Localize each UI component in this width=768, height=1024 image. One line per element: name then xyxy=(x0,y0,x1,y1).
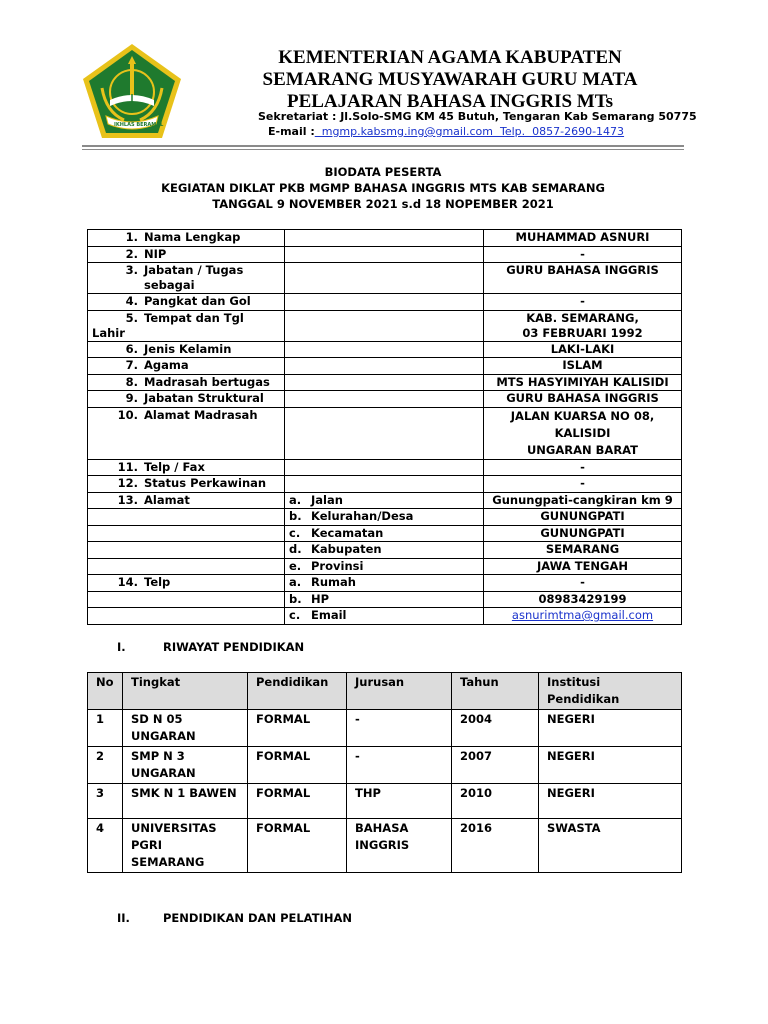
table-row xyxy=(88,819,682,873)
field-value: - xyxy=(484,294,682,311)
table-row xyxy=(88,525,682,542)
sub-letter: b. xyxy=(289,509,302,523)
table-cell: FORMAL xyxy=(248,710,347,747)
row-number: 5. xyxy=(125,310,138,325)
table-cell: 4 xyxy=(88,819,123,873)
sub-letter: a. xyxy=(289,575,302,589)
sub-label: Email xyxy=(311,608,347,622)
field-value: ISLAM xyxy=(484,358,682,375)
field-value: GUNUNGPATI xyxy=(484,509,682,526)
row-number: 4. xyxy=(125,294,138,308)
field-label: Jabatan Struktural xyxy=(144,391,264,405)
table-row xyxy=(88,509,682,526)
table-cell: SMP N 3 UNGARAN xyxy=(123,747,248,784)
table-cell: THP xyxy=(347,784,452,819)
field-value: SEMARANG xyxy=(484,542,682,559)
column-header: Jurusan xyxy=(347,673,452,710)
field-label: Pangkat dan Gol xyxy=(144,294,251,308)
sub-letter: b. xyxy=(289,591,302,606)
field-value: JALAN KUARSA NO 08, KALISIDI UNGARAN BARAT xyxy=(484,407,682,459)
section-heading-training xyxy=(117,911,437,927)
document-subtitle-event: KEGIATAN DIKLAT PKB MGMP BAHASA INGGRIS MTS KAB SEMARANG xyxy=(161,181,605,195)
row-number: 9. xyxy=(125,391,138,405)
table-cell: FORMAL xyxy=(248,819,347,873)
table-cell: SMK N 1 BAWEN xyxy=(123,784,248,819)
field-label: Jenis Kelamin xyxy=(144,341,232,356)
section-number: I. xyxy=(117,640,126,654)
field-label: Jabatan / Tugas sebagai xyxy=(144,263,244,292)
table-row xyxy=(88,558,682,575)
field-label: Status Perkawinan xyxy=(144,476,267,490)
field-value: - xyxy=(484,476,682,493)
field-value: - xyxy=(484,459,682,476)
org-name-line1: KEMENTERIAN AGAMA KABUPATEN xyxy=(278,47,622,68)
sub-label: Kelurahan/Desa xyxy=(311,509,414,523)
field-label: Telp / Fax xyxy=(144,459,205,474)
field-value: MTS HASYIMIYAH KALISIDI xyxy=(484,374,682,391)
table-row xyxy=(88,358,682,375)
table-cell: 2 xyxy=(88,747,123,784)
sub-label: Provinsi xyxy=(311,558,364,573)
table-row xyxy=(88,459,682,476)
participant-email-link[interactable]: asnurimtma@gmail.com xyxy=(511,608,654,622)
column-header: Tahun xyxy=(452,673,539,710)
row-number: 10. xyxy=(117,407,138,422)
table-row xyxy=(88,608,682,625)
table-row xyxy=(88,263,682,294)
table-cell: 3 xyxy=(88,784,123,819)
table-cell: UNIVERSITAS PGRI SEMARANG xyxy=(123,819,248,873)
row-number: 8. xyxy=(125,374,138,389)
table-row xyxy=(88,492,682,509)
org-name-line2: SEMARANG MUSYAWARAH GURU MATA xyxy=(262,69,638,90)
field-label: Alamat xyxy=(144,492,190,507)
field-label: Agama xyxy=(144,358,189,372)
sub-letter: e. xyxy=(289,558,302,573)
field-label: Alamat Madrasah xyxy=(144,407,258,422)
table-cell: NEGERI xyxy=(539,710,682,747)
org-name-line3: PELAJARAN BAHASA INGGRIS MTs xyxy=(286,91,614,112)
table-row xyxy=(88,246,682,263)
section-title: RIWAYAT PENDIDIKAN xyxy=(163,640,305,654)
sub-label: Jalan xyxy=(311,492,343,507)
row-number: 2. xyxy=(125,246,138,261)
field-value: KAB. SEMARANG, 03 FEBRUARI 1992 xyxy=(484,310,682,341)
table-row xyxy=(88,542,682,559)
table-cell: - xyxy=(347,710,452,747)
field-value: 08983429199 xyxy=(484,591,682,608)
field-value: MUHAMMAD ASNURI xyxy=(484,230,682,247)
row-number: 6. xyxy=(125,341,138,356)
sub-letter: c. xyxy=(289,525,301,540)
sub-label: HP xyxy=(311,591,330,606)
table-row xyxy=(88,476,682,493)
sub-letter: a. xyxy=(289,492,302,507)
table-cell: SD N 05 UNGARAN xyxy=(123,710,248,747)
table-row xyxy=(88,407,682,459)
field-value: GUNUNGPATI xyxy=(484,525,682,542)
email-label: E-mail : xyxy=(268,125,315,138)
field-label: Telp xyxy=(144,575,171,589)
email-phone-link[interactable]: mgmp.kabsmg.ing@gmail.com Telp. 0857-2690-1473 xyxy=(314,125,625,138)
table-row xyxy=(88,575,682,592)
document-title: BIODATA PESERTA xyxy=(324,165,442,179)
row-number: 11. xyxy=(117,459,138,474)
table-row xyxy=(88,591,682,608)
field-label: Madrasah bertugas xyxy=(144,374,270,389)
contact-line xyxy=(268,125,624,138)
table-cell: - xyxy=(347,747,452,784)
table-row xyxy=(88,784,682,819)
biodata-table xyxy=(87,229,682,625)
sub-letter: d. xyxy=(289,542,302,556)
field-value: GURU BAHASA INGGRIS xyxy=(484,263,682,294)
sub-label: Kabupaten xyxy=(311,542,382,556)
document-subtitle-date: TANGGAL 9 NOVEMBER 2021 s.d 18 NOPEMBER 2021 xyxy=(212,197,554,211)
row-number: 12. xyxy=(117,476,138,490)
header-divider-thick xyxy=(82,145,684,147)
table-row xyxy=(88,341,682,358)
sub-label: Kecamatan xyxy=(311,525,384,540)
kemenag-logo xyxy=(80,42,184,142)
table-header-row xyxy=(88,673,682,710)
row-number: 1. xyxy=(125,230,138,244)
table-cell: 2016 xyxy=(452,819,539,873)
field-value: LAKI-LAKI xyxy=(484,341,682,358)
column-header: Institusi Pendidikan xyxy=(539,673,682,710)
row-number: 7. xyxy=(125,358,138,372)
section-title: PENDIDIKAN DAN PELATIHAN xyxy=(163,911,352,925)
table-cell: 2004 xyxy=(452,710,539,747)
row-number: 3. xyxy=(125,263,138,277)
table-cell: NEGERI xyxy=(539,784,682,819)
table-row xyxy=(88,747,682,784)
education-history-table xyxy=(87,672,682,873)
table-row xyxy=(88,294,682,311)
field-label: NIP xyxy=(144,246,167,261)
table-row xyxy=(88,391,682,408)
field-label: Tempat dan Tgl Lahir xyxy=(92,310,244,340)
table-cell: NEGERI xyxy=(539,747,682,784)
column-header: Pendidikan xyxy=(248,673,347,710)
table-cell: BAHASA INGGRIS xyxy=(347,819,452,873)
table-row xyxy=(88,310,682,341)
table-cell: SWASTA xyxy=(539,819,682,873)
section-heading-education xyxy=(117,640,417,656)
field-label: Nama Lengkap xyxy=(144,230,241,244)
column-header: Tingkat xyxy=(123,673,248,710)
table-cell: 2010 xyxy=(452,784,539,819)
row-number: 14. xyxy=(117,575,138,589)
field-value: Gunungpati-cangkiran km 9 xyxy=(484,492,682,509)
table-cell: 2007 xyxy=(452,747,539,784)
table-cell: FORMAL xyxy=(248,747,347,784)
table-row xyxy=(88,710,682,747)
section-number: II. xyxy=(117,911,130,925)
header-divider-thin xyxy=(82,149,684,150)
field-value: GURU BAHASA INGGRIS xyxy=(484,391,682,408)
column-header: No xyxy=(88,673,123,710)
table-row xyxy=(88,374,682,391)
table-row xyxy=(88,230,682,247)
logo-banner-text: IKHLAS BERAMAL xyxy=(114,122,164,128)
sub-label: Rumah xyxy=(311,575,356,589)
secretariat-address: Sekretariat : Jl.Solo-SMG KM 45 Butuh, Tengaran Kab Semarang 50775 xyxy=(258,110,697,123)
table-cell: FORMAL xyxy=(248,784,347,819)
row-number: 13. xyxy=(117,492,138,507)
field-value: - xyxy=(484,575,682,592)
field-value: JAWA TENGAH xyxy=(484,558,682,575)
field-value: - xyxy=(484,246,682,263)
sub-letter: c. xyxy=(289,608,301,622)
table-cell: 1 xyxy=(88,710,123,747)
